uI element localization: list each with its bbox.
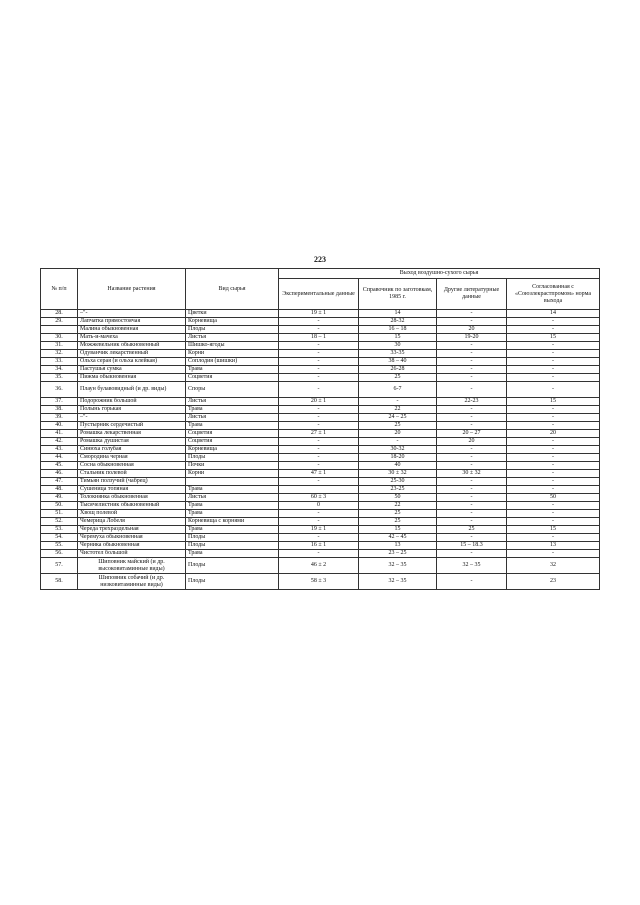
agreed-value: 50	[507, 494, 600, 502]
material-type: Трава	[186, 502, 279, 510]
table-row	[41, 334, 600, 342]
experimental-value: 16 ± 1	[279, 542, 359, 550]
row-number: 35.	[41, 374, 78, 382]
material-type: Трава	[186, 510, 279, 518]
material-type: Трава	[186, 526, 279, 534]
experimental-value: 60 ± 3	[279, 494, 359, 502]
material-type: Плоды	[186, 558, 279, 574]
plant-name: Толокнянка обыкновенная	[78, 494, 186, 502]
reference-value: 23-25	[359, 486, 437, 494]
row-number: 32.	[41, 350, 78, 358]
literature-value: -	[437, 454, 507, 462]
reference-value: 15	[359, 526, 437, 534]
reference-value: 30 ± 32	[359, 470, 437, 478]
literature-value: -	[437, 494, 507, 502]
material-type: Цветки	[186, 310, 279, 318]
agreed-value: -	[507, 350, 600, 358]
reference-value: 25	[359, 518, 437, 526]
material-type: Листья	[186, 334, 279, 342]
literature-value: -	[437, 342, 507, 350]
header-num: № п/п	[41, 269, 78, 310]
literature-value: 25	[437, 526, 507, 534]
agreed-value: -	[507, 478, 600, 486]
table-row	[41, 534, 600, 542]
table-row	[41, 430, 600, 438]
row-number: 53.	[41, 526, 78, 534]
reference-value: 25	[359, 374, 437, 382]
agreed-value: 20	[507, 430, 600, 438]
plant-name: Тысячелистник обыкновенный	[78, 502, 186, 510]
material-type: Трава	[186, 422, 279, 430]
table-row	[41, 446, 600, 454]
row-number: 51.	[41, 510, 78, 518]
literature-value: 20	[437, 438, 507, 446]
experimental-value: -	[279, 510, 359, 518]
experimental-value: -	[279, 550, 359, 558]
literature-value: -	[437, 534, 507, 542]
table-row	[41, 574, 600, 590]
agreed-value: -	[507, 414, 600, 422]
experimental-value: 19 ± 1	[279, 526, 359, 534]
plant-name: Подорожник большой	[78, 398, 186, 406]
material-type: Корни	[186, 350, 279, 358]
agreed-value: -	[507, 366, 600, 374]
table-row	[41, 406, 600, 414]
experimental-value: -	[279, 382, 359, 398]
reference-value: 16 – 18	[359, 326, 437, 334]
material-type: Плоды	[186, 534, 279, 542]
material-type: Листья	[186, 494, 279, 502]
table-row	[41, 310, 600, 318]
experimental-value: -	[279, 414, 359, 422]
plant-name: Чемерица Лобеля	[78, 518, 186, 526]
table-row	[41, 358, 600, 366]
material-type: Почки	[186, 462, 279, 470]
header-experimental: Экспериментальные данные	[279, 279, 359, 310]
row-number: 58.	[41, 574, 78, 590]
experimental-value: -	[279, 406, 359, 414]
literature-value: 15 – 18.3	[437, 542, 507, 550]
plant-name: Смородина черная	[78, 454, 186, 462]
reference-value: 50	[359, 494, 437, 502]
reference-value: 22	[359, 502, 437, 510]
row-number: 28.	[41, 310, 78, 318]
material-type	[186, 478, 279, 486]
material-type: Трава	[186, 366, 279, 374]
table-row	[41, 414, 600, 422]
row-number: 48.	[41, 486, 78, 494]
agreed-value: -	[507, 518, 600, 526]
experimental-value: -	[279, 438, 359, 446]
experimental-value: -	[279, 454, 359, 462]
experimental-value: -	[279, 534, 359, 542]
agreed-value: -	[507, 358, 600, 366]
reference-value: 25	[359, 422, 437, 430]
plant-name: Пустырник сердечистый	[78, 422, 186, 430]
agreed-value: -	[507, 406, 600, 414]
plant-name: Сушеница топяная	[78, 486, 186, 494]
agreed-value: 13	[507, 542, 600, 550]
literature-value: 20 – 27	[437, 430, 507, 438]
agreed-value: -	[507, 374, 600, 382]
plant-name: Ромашка душистая	[78, 438, 186, 446]
agreed-value: -	[507, 462, 600, 470]
agreed-value: -	[507, 318, 600, 326]
row-number: 56.	[41, 550, 78, 558]
row-number: 38.	[41, 406, 78, 414]
row-number: 34.	[41, 366, 78, 374]
reference-value: 28-32	[359, 318, 437, 326]
plant-name: Мать-и-мачеха	[78, 334, 186, 342]
header-reference: Справочник по заготовкам, 1985 г.	[359, 279, 437, 310]
plant-name: Ольха серая (и ольха клейкая)	[78, 358, 186, 366]
literature-value: -	[437, 310, 507, 318]
agreed-value: -	[507, 454, 600, 462]
experimental-value: -	[279, 462, 359, 470]
literature-value: -	[437, 486, 507, 494]
plant-name: Пижма обыкновенная	[78, 374, 186, 382]
experimental-value: -	[279, 358, 359, 366]
plant-name: Стальник полевой	[78, 470, 186, 478]
reference-value: 38 – 40	[359, 358, 437, 366]
material-type: Соцветия	[186, 430, 279, 438]
header-yield-group: Выход воздушно-сухого сырья	[279, 269, 600, 279]
plant-name: Синюха голубая	[78, 446, 186, 454]
row-number: 43.	[41, 446, 78, 454]
experimental-value: 0	[279, 502, 359, 510]
literature-value: -	[437, 446, 507, 454]
header-agreed: Согласованная с «Союзлекрастпромом» норма выхода	[507, 279, 600, 310]
table-row	[41, 510, 600, 518]
experimental-value: -	[279, 518, 359, 526]
row-number: 49.	[41, 494, 78, 502]
header-name: Название растения	[78, 269, 186, 310]
material-type: Листья	[186, 414, 279, 422]
plant-name: Полынь горькая	[78, 406, 186, 414]
table-row	[41, 326, 600, 334]
agreed-value: 23	[507, 574, 600, 590]
experimental-value: 19 ± 1	[279, 310, 359, 318]
reference-value: 23 – 25	[359, 550, 437, 558]
literature-value: -	[437, 318, 507, 326]
table-row	[41, 366, 600, 374]
table-row	[41, 318, 600, 326]
material-type: Корневища	[186, 446, 279, 454]
row-number: 52.	[41, 518, 78, 526]
material-type: Корни	[186, 470, 279, 478]
material-type: Соцветия	[186, 438, 279, 446]
table-row	[41, 454, 600, 462]
table-row	[41, 462, 600, 470]
plant-name: Пастушья сумка	[78, 366, 186, 374]
table-row	[41, 382, 600, 398]
material-type: Споры	[186, 382, 279, 398]
table-row	[41, 470, 600, 478]
literature-value: 20	[437, 326, 507, 334]
experimental-value: -	[279, 366, 359, 374]
agreed-value: -	[507, 446, 600, 454]
row-number: 42.	[41, 438, 78, 446]
experimental-value: -	[279, 422, 359, 430]
literature-value: -	[437, 358, 507, 366]
literature-value: 30 ± 32	[437, 470, 507, 478]
experimental-value: 47 ± 1	[279, 470, 359, 478]
material-type: Плоды	[186, 542, 279, 550]
reference-value: 25	[359, 510, 437, 518]
agreed-value: -	[507, 550, 600, 558]
plant-name: Одуванчик лекарственный	[78, 350, 186, 358]
plant-name: Тимьян ползучий (чабрец)	[78, 478, 186, 486]
agreed-value: -	[507, 382, 600, 398]
row-number: 55.	[41, 542, 78, 550]
material-type: Корневища	[186, 318, 279, 326]
reference-value: 25-30	[359, 478, 437, 486]
literature-value: -	[437, 406, 507, 414]
material-type: Листья	[186, 398, 279, 406]
row-number: 40.	[41, 422, 78, 430]
literature-value: -	[437, 366, 507, 374]
reference-value: 6-7	[359, 382, 437, 398]
table-row	[41, 526, 600, 534]
literature-value: -	[437, 350, 507, 358]
table-row	[41, 542, 600, 550]
reference-value: 30-32	[359, 446, 437, 454]
experimental-value: -	[279, 326, 359, 334]
experimental-value: 46 ± 2	[279, 558, 359, 574]
table-row	[41, 494, 600, 502]
agreed-value: -	[507, 422, 600, 430]
plant-name: Можжевельник обыкновенный	[78, 342, 186, 350]
plant-name: Черника обыкновенная	[78, 542, 186, 550]
experimental-value: 18 – 1	[279, 334, 359, 342]
reference-value: 32 – 35	[359, 574, 437, 590]
table-row	[41, 350, 600, 358]
experimental-value: -	[279, 446, 359, 454]
literature-value: -	[437, 422, 507, 430]
experimental-value: -	[279, 374, 359, 382]
reference-value: 40	[359, 462, 437, 470]
plant-name: Шиповник собачий (и др. низковитаминные виды)	[78, 574, 186, 590]
row-number	[41, 326, 78, 334]
reference-value: 13	[359, 542, 437, 550]
table-row	[41, 558, 600, 574]
agreed-value: 15	[507, 334, 600, 342]
table-row	[41, 342, 600, 350]
table-row	[41, 422, 600, 430]
agreed-value: -	[507, 510, 600, 518]
table-row	[41, 374, 600, 382]
header-literature: Другие литературные данные	[437, 279, 507, 310]
agreed-value: 14	[507, 310, 600, 318]
agreed-value: -	[507, 470, 600, 478]
plant-name: Сосна обыкновенная	[78, 462, 186, 470]
plant-name: Хвощ полевой	[78, 510, 186, 518]
plant-name: Черемуха обыкновенная	[78, 534, 186, 542]
experimental-value: 27 ± 1	[279, 430, 359, 438]
plant-name: Шиповник майский (и др. высоковитаминные виды)	[78, 558, 186, 574]
experimental-value: -	[279, 318, 359, 326]
experimental-value: -	[279, 350, 359, 358]
row-number: 37.	[41, 398, 78, 406]
row-number: 29.	[41, 318, 78, 326]
row-number: 47.	[41, 478, 78, 486]
plant-yield-table	[40, 268, 600, 590]
experimental-value: -	[279, 478, 359, 486]
reference-value: -	[359, 398, 437, 406]
plant-name: Череда трехраздельная	[78, 526, 186, 534]
plant-name: Лапчатка прямостоячая	[78, 318, 186, 326]
agreed-value: 15	[507, 398, 600, 406]
row-number: 50.	[41, 502, 78, 510]
agreed-value: -	[507, 502, 600, 510]
material-type: Соцветия	[186, 374, 279, 382]
literature-value: -	[437, 574, 507, 590]
material-type: Трава	[186, 406, 279, 414]
table-row	[41, 478, 600, 486]
material-type: Трава	[186, 486, 279, 494]
plant-name: Плаун булавовидный (и др. виды)	[78, 382, 186, 398]
literature-value: -	[437, 382, 507, 398]
table-body	[41, 310, 600, 590]
literature-value: 22-23	[437, 398, 507, 406]
literature-value: -	[437, 374, 507, 382]
row-number: 33.	[41, 358, 78, 366]
reference-value: 24 – 25	[359, 414, 437, 422]
agreed-value: -	[507, 326, 600, 334]
experimental-value: 20 ± 1	[279, 398, 359, 406]
literature-value: -	[437, 518, 507, 526]
material-type: Плоды	[186, 454, 279, 462]
page-number: 223	[314, 255, 326, 264]
material-type: Соплодия (шишки)	[186, 358, 279, 366]
reference-value: 42 – 45	[359, 534, 437, 542]
literature-value: -	[437, 550, 507, 558]
row-number: 41.	[41, 430, 78, 438]
agreed-value: -	[507, 486, 600, 494]
material-type: Шишко-ягоды	[186, 342, 279, 350]
reference-value: -	[359, 438, 437, 446]
literature-value: 32 – 35	[437, 558, 507, 574]
table-row	[41, 550, 600, 558]
literature-value: 19-20	[437, 334, 507, 342]
row-number: 36.	[41, 382, 78, 398]
material-type: Плоды	[186, 326, 279, 334]
reference-value: 32 – 35	[359, 558, 437, 574]
plant-name: Чистотел большой	[78, 550, 186, 558]
plant-name: Малина обыкновенная	[78, 326, 186, 334]
header-type: Вид сырья	[186, 269, 279, 310]
row-number: 46.	[41, 470, 78, 478]
agreed-value: -	[507, 534, 600, 542]
reference-value: 14	[359, 310, 437, 318]
plant-name: –"-	[78, 414, 186, 422]
agreed-value: -	[507, 438, 600, 446]
row-number: 54.	[41, 534, 78, 542]
row-number: 30.	[41, 334, 78, 342]
row-number: 44.	[41, 454, 78, 462]
material-type: Плоды	[186, 574, 279, 590]
table-row	[41, 398, 600, 406]
table-row	[41, 438, 600, 446]
reference-value: 26-28	[359, 366, 437, 374]
experimental-value: 58 ± 3	[279, 574, 359, 590]
row-number: 31.	[41, 342, 78, 350]
literature-value: -	[437, 510, 507, 518]
literature-value: -	[437, 502, 507, 510]
reference-value: 22	[359, 406, 437, 414]
row-number: 39.	[41, 414, 78, 422]
table-row	[41, 518, 600, 526]
literature-value: -	[437, 414, 507, 422]
literature-value: -	[437, 462, 507, 470]
row-number: 45.	[41, 462, 78, 470]
row-number: 57.	[41, 558, 78, 574]
material-type: Трава	[186, 550, 279, 558]
literature-value: -	[437, 478, 507, 486]
reference-value: 33-35	[359, 350, 437, 358]
table-row	[41, 486, 600, 494]
agreed-value: 32	[507, 558, 600, 574]
experimental-value: -	[279, 342, 359, 350]
agreed-value: -	[507, 342, 600, 350]
material-type: Корневища с корнями	[186, 518, 279, 526]
reference-value: 30	[359, 342, 437, 350]
agreed-value: 15	[507, 526, 600, 534]
plant-name: –"-	[78, 310, 186, 318]
reference-value: 18-20	[359, 454, 437, 462]
experimental-value	[279, 486, 359, 494]
plant-name: Ромашка лекарственная	[78, 430, 186, 438]
reference-value: 20	[359, 430, 437, 438]
table-row	[41, 502, 600, 510]
reference-value: 15	[359, 334, 437, 342]
